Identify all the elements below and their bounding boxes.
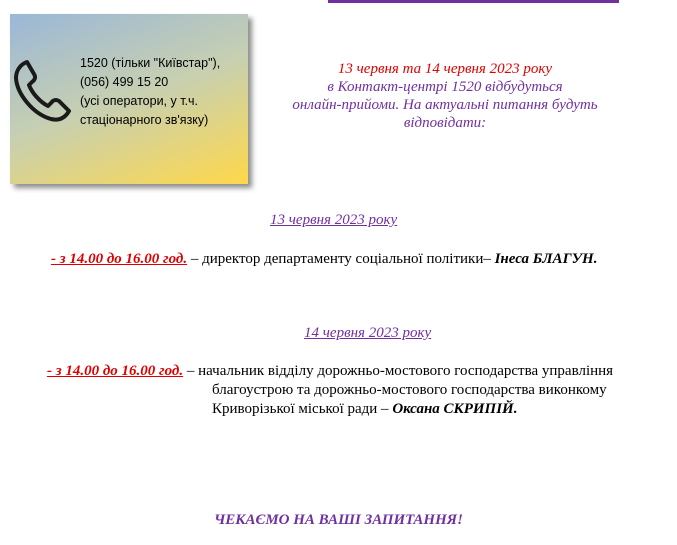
schedule-entry-2 bbox=[47, 362, 613, 380]
official-name: Інеса БЛАГУН. bbox=[494, 251, 598, 267]
official-name: Оксана СКРИПІЙ. bbox=[392, 401, 518, 417]
schedule-entry-2-continued: благоустрою та дорожньо-мостового господарства виконкому bbox=[212, 382, 607, 398]
announcement bbox=[250, 60, 640, 132]
announcement-line: онлайн-прийоми. На актуальні питання будуть bbox=[292, 97, 598, 113]
time-range: - з 14.00 до 16.00 год. bbox=[47, 363, 184, 379]
day-heading-2: 14 червня 2023 року bbox=[304, 325, 432, 341]
official-position: – директор департаменту соціальної політики– bbox=[187, 251, 495, 267]
contact-info bbox=[80, 54, 250, 130]
time-range: - з 14.00 до 16.00 год. bbox=[51, 251, 188, 267]
schedule-entry-2-continued bbox=[212, 400, 517, 418]
contact-line-phone: (056) 499 15 20 bbox=[80, 75, 169, 89]
schedule-entry-1 bbox=[51, 250, 597, 268]
official-position: – начальник відділу дорожньо-мостового господарства управління bbox=[183, 363, 614, 379]
contact-card bbox=[10, 14, 248, 184]
announcement-line: відповідати: bbox=[403, 115, 487, 131]
contact-line-operators: (усі оператори, у т.ч. bbox=[80, 94, 199, 108]
phone-handset-icon bbox=[13, 58, 73, 122]
top-decorative-rule bbox=[328, 0, 619, 3]
official-position: Криворізької міської ради – bbox=[212, 401, 393, 417]
contact-line-landline: стаціонарного зв'язку) bbox=[80, 113, 209, 127]
contact-line-hotline: 1520 (тільки "Київстар"), bbox=[80, 56, 221, 70]
day-heading-1: 13 червня 2023 року bbox=[270, 212, 398, 228]
announcement-dates: 13 червня та 14 червня 2023 року bbox=[337, 61, 553, 77]
closing-message: ЧЕКАЄМО НА ВАШІ ЗАПИТАННЯ! bbox=[214, 512, 463, 528]
announcement-line: в Контакт-центрі 1520 відбудуться bbox=[327, 79, 563, 95]
